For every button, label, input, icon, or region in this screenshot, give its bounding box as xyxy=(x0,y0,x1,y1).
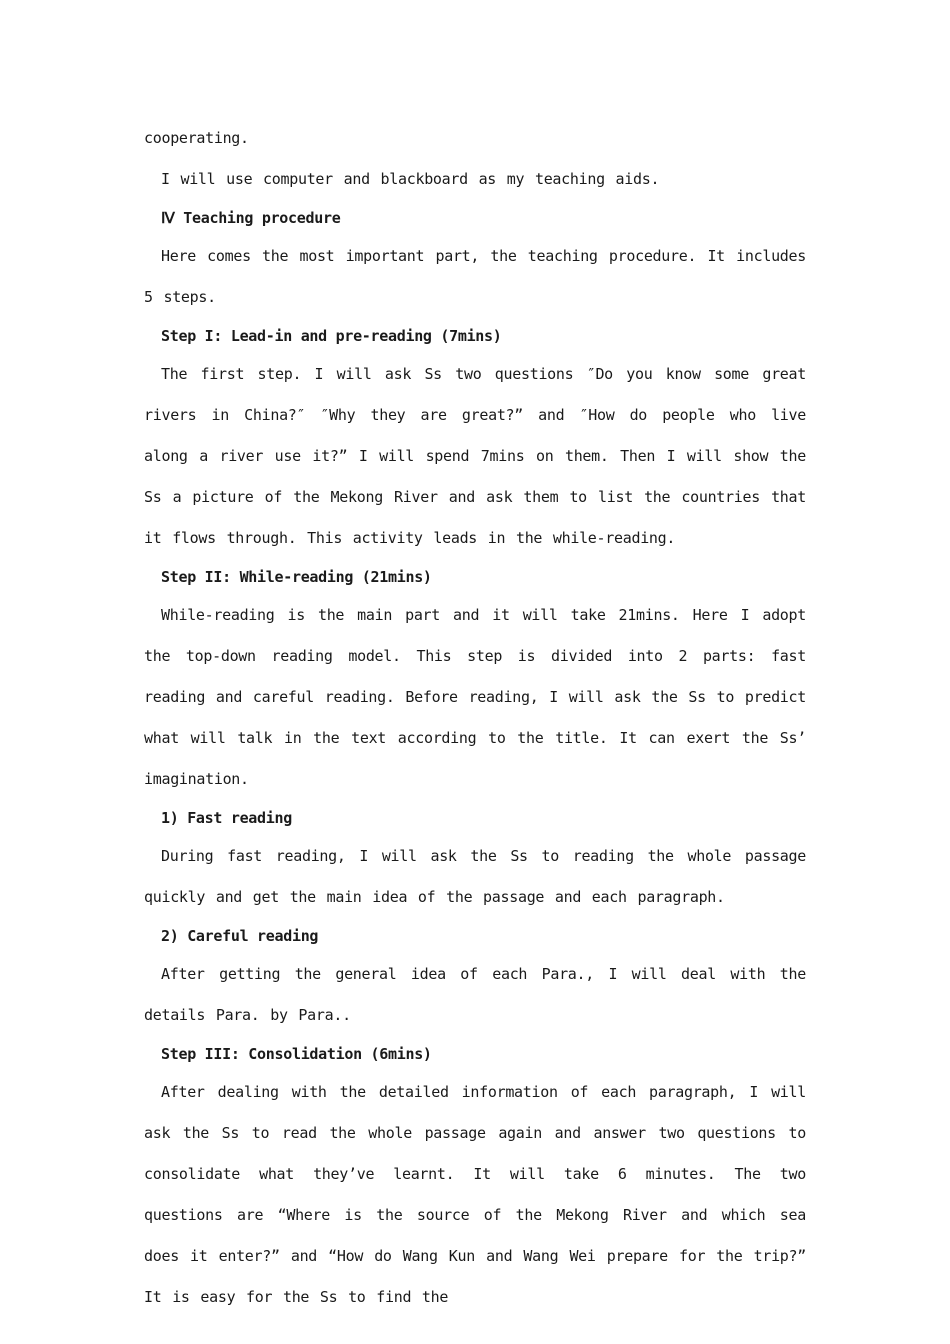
heading-fast-reading: 1) Fast reading xyxy=(161,809,292,827)
heading-step-3: Step III: Consolidation (6mins) xyxy=(161,1045,432,1063)
heading-teaching-procedure: Ⅳ Teaching procedure xyxy=(161,209,341,227)
paragraph-teaching-aids: I will use computer and blackboard as my teaching aids. xyxy=(161,170,660,188)
paragraph-step-2: While-reading is the main part and it will take 21mins. Here I adopt the top-down reading model. This step is divided into 2 parts: fast reading and careful reading. Before reading, I will ask the Ss to predict what will talk in the text according to the title. It can exert the Ss’ imagination. xyxy=(144,606,806,788)
heading-step-2: Step II: While-reading (21mins) xyxy=(161,568,432,586)
paragraph-step-3: After dealing with the detailed information of each paragraph, I will ask the Ss to read the whole passage again and answer two questions to consolidate what they’ve learnt. It will take 6 minutes. The two questions are “Where is the source of the Mekong River and which sea does it enter?” and “How do Wang Kun and Wang Wei prepare for the trip?” It is easy for the Ss to find the xyxy=(144,1083,806,1306)
paragraph-step-1: The first step. I will ask Ss two questions ″Do you know some great rivers in China?″ ″Why they are great?” and ″How do people who live along a river use it?” I will spend 7mins on them. Then I will show the Ss a picture of the Mekong River and ask them to list the countries that it flows through. This activity leads in the while-reading. xyxy=(144,365,806,547)
paragraph-careful-reading: After getting the general idea of each Para., I will deal with the details Para. by Para.. xyxy=(144,965,806,1024)
paragraph-procedure-intro: Here comes the most important part, the teaching procedure. It includes 5 steps. xyxy=(144,247,806,306)
paragraph-continuation: cooperating. xyxy=(144,129,249,147)
heading-careful-reading: 2) Careful reading xyxy=(161,927,319,945)
document-page xyxy=(144,118,806,1318)
paragraph-fast-reading: During fast reading, I will ask the Ss to reading the whole passage quickly and get the main idea of the passage and each paragraph. xyxy=(144,847,806,906)
heading-step-1: Step I: Lead-in and pre-reading (7mins) xyxy=(161,327,502,345)
